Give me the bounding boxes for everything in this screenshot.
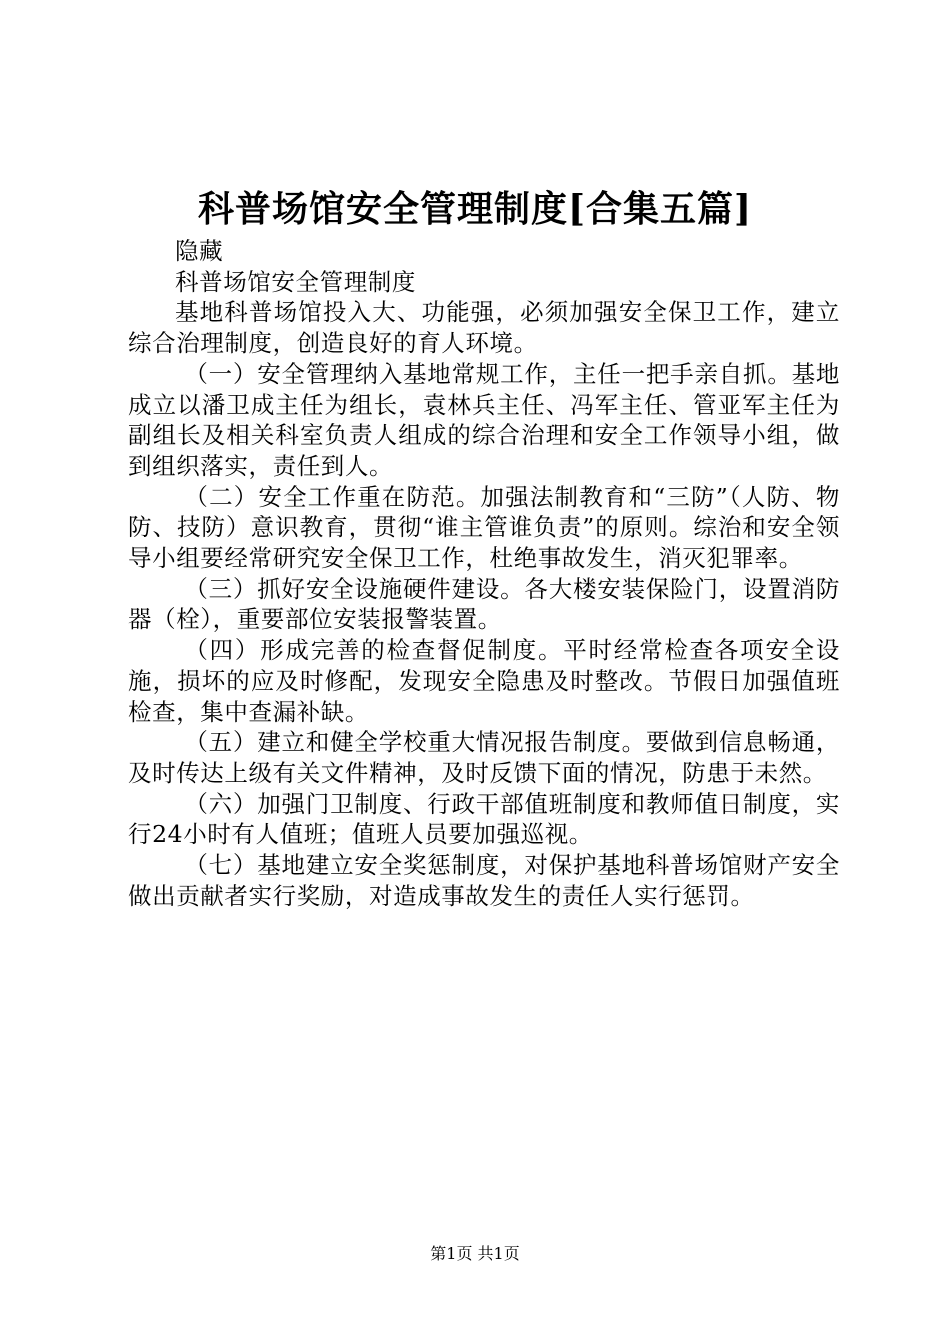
document-body <box>128 236 840 911</box>
paragraph-item-3: （三）抓好安全设施硬件建设。各大楼安装保险门，设置消防器（栓），重要部位安装报警装置。 <box>128 574 840 634</box>
paragraph-hidden-label: 隐藏 <box>175 237 224 265</box>
paragraph-item-5: （五）建立和健全学校重大情况报告制度。要做到信息畅通，及时传达上级有关文件精神，及时反馈下面的情况，防患于未然。 <box>128 728 840 787</box>
paragraph-subtitle: 科普场馆安全管理制度 <box>175 267 416 296</box>
paragraph-intro: 基地科普场馆投入大、功能强，必须加强安全保卫工作，建立综合治理制度，创造良好的育人环境。 <box>128 298 840 358</box>
paragraph-item-7: （七）基地建立安全奖惩制度，对保护基地科普场馆财产安全做出贡献者实行奖励，对造成事故发生的责任人实行惩罚。 <box>128 851 840 910</box>
paragraph-item-2: （二）安全工作重在防范。加强法制教育和“三防”（人防、物防、技防）意识教育，贯彻“谁主管谁负责”的原则。综治和安全领导小组要经常研究安全保卫工作，杜绝事故发生，消灭犯罪率。 <box>128 482 840 573</box>
paragraph-item-4: （四）形成完善的检查督促制度。平时经常检查各项安全设施，损坏的应及时修配，发现安全隐患及时整改。节假日加强值班检查，集中查漏补缺。 <box>128 636 840 726</box>
page-footer: 第1页 共1页 <box>430 1244 520 1263</box>
document-title: 科普场馆安全管理制度[合集五篇] <box>197 188 753 230</box>
paragraph-item-1: （一）安全管理纳入基地常规工作，主任一把手亲自抓。基地成立以潘卫成主任为组长，袁林兵主任、冯军主任、管亚军主任为副组长及相关科室负责人组成的综合治理和安全工作领导小组，做到组织落实，责任到人。 <box>128 359 840 480</box>
paragraph-item-6: （六）加强门卫制度、行政干部值班制度和教师值日制度，实行24小时有人值班；值班人员要加强巡视。 <box>128 789 840 849</box>
